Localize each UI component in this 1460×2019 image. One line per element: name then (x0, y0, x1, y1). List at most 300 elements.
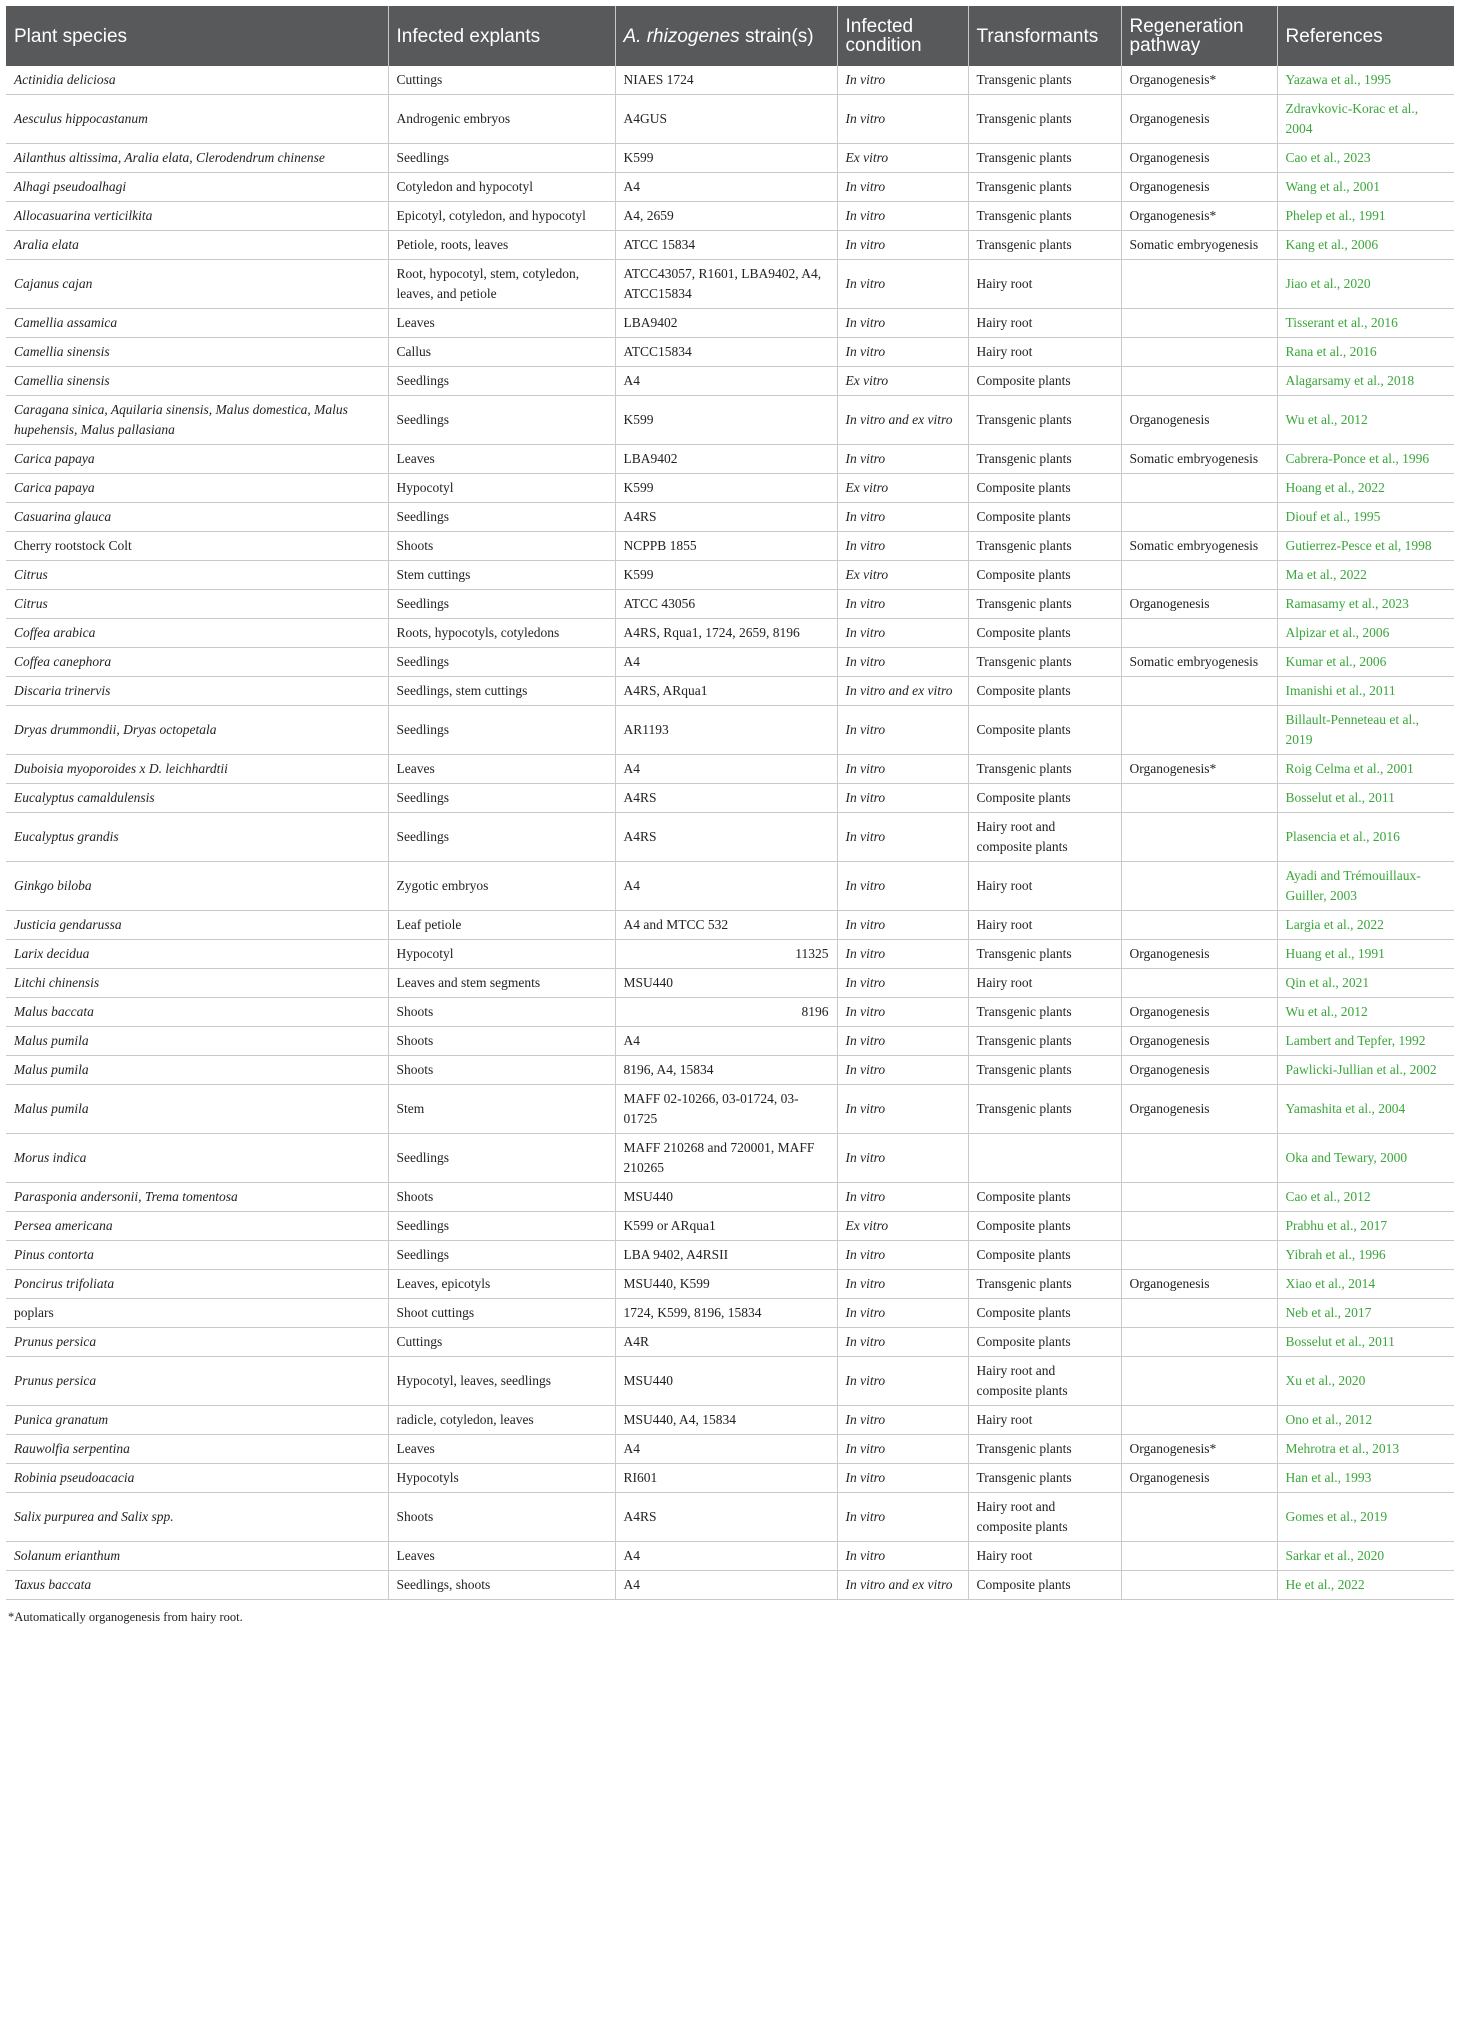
cell-strain: 1724, K599, 8196, 15834 (615, 1299, 837, 1328)
cell-reference[interactable]: Yazawa et al., 1995 (1277, 66, 1454, 95)
cell-strain: A4RS (615, 813, 837, 862)
cell-condition: In vitro (837, 648, 968, 677)
cell-explants: Stem cuttings (388, 561, 615, 590)
table-row (6, 1571, 1454, 1600)
cell-reference[interactable]: Ayadi and Trémouillaux-Guiller, 2003 (1277, 862, 1454, 911)
cell-reference[interactable]: Billault-Penneteau et al., 2019 (1277, 706, 1454, 755)
table-row (6, 590, 1454, 619)
cell-reference[interactable]: Diouf et al., 1995 (1277, 503, 1454, 532)
cell-strain: LBA9402 (615, 309, 837, 338)
cell-reference[interactable]: Xiao et al., 2014 (1277, 1270, 1454, 1299)
cell-explants: Seedlings (388, 1212, 615, 1241)
cell-strain: 8196 (615, 998, 837, 1027)
cell-explants: Shoots (388, 1493, 615, 1542)
cell-condition: In vitro (837, 619, 968, 648)
cell-transformants: Composite plants (968, 367, 1121, 396)
table-footnote: *Automatically organogenesis from hairy root. (8, 1610, 243, 1624)
table-row (6, 202, 1454, 231)
cell-transformants: Composite plants (968, 677, 1121, 706)
cell-explants: radicle, cotyledon, leaves (388, 1406, 615, 1435)
cell-species: Aesculus hippocastanum (6, 95, 388, 144)
cell-pathway (1121, 1241, 1277, 1270)
cell-transformants: Transgenic plants (968, 173, 1121, 202)
table-row (6, 1212, 1454, 1241)
cell-strain: K599 (615, 561, 837, 590)
cell-transformants: Transgenic plants (968, 998, 1121, 1027)
cell-pathway (1121, 260, 1277, 309)
cell-pathway (1121, 367, 1277, 396)
header-explants: Infected explants (388, 6, 615, 66)
cell-pathway: Organogenesis (1121, 998, 1277, 1027)
cell-strain: A4GUS (615, 95, 837, 144)
cell-condition: In vitro (837, 1056, 968, 1085)
cell-reference[interactable]: Plasencia et al., 2016 (1277, 813, 1454, 862)
cell-strain: NIAES 1724 (615, 66, 837, 95)
cell-transformants: Hairy root and composite plants (968, 1357, 1121, 1406)
table-row (6, 95, 1454, 144)
table-row (6, 1056, 1454, 1085)
table-row (6, 1183, 1454, 1212)
cell-transformants: Composite plants (968, 503, 1121, 532)
cell-species: Rauwolfia serpentina (6, 1435, 388, 1464)
table-row (6, 173, 1454, 202)
cell-condition: In vitro (837, 1183, 968, 1212)
cell-explants: Seedlings (388, 144, 615, 173)
table-container (6, 6, 1454, 1625)
cell-condition: In vitro (837, 813, 968, 862)
cell-explants: Shoots (388, 1027, 615, 1056)
cell-strain: NCPPB 1855 (615, 532, 837, 561)
cell-transformants: Transgenic plants (968, 66, 1121, 95)
cell-strain: MSU440 (615, 1357, 837, 1406)
cell-pathway (1121, 862, 1277, 911)
cell-explants: Androgenic embryos (388, 95, 615, 144)
cell-transformants: Transgenic plants (968, 202, 1121, 231)
table-row (6, 260, 1454, 309)
cell-species: poplars (6, 1299, 388, 1328)
cell-species: Camellia sinensis (6, 338, 388, 367)
header-row (6, 6, 1454, 66)
cell-reference[interactable]: Qin et al., 2021 (1277, 969, 1454, 998)
cell-pathway: Somatic embryogenesis (1121, 532, 1277, 561)
cell-pathway (1121, 1212, 1277, 1241)
cell-explants: Seedlings (388, 1241, 615, 1270)
table-row (6, 1357, 1454, 1406)
cell-pathway: Organogenesis (1121, 173, 1277, 202)
table-row (6, 503, 1454, 532)
cell-explants: Root, hypocotyl, stem, cotyledon, leaves, and petiole (388, 260, 615, 309)
cell-reference[interactable]: Wang et al., 2001 (1277, 173, 1454, 202)
cell-reference[interactable]: Ma et al., 2022 (1277, 561, 1454, 590)
cell-reference[interactable]: Mehrotra et al., 2013 (1277, 1435, 1454, 1464)
cell-transformants: Transgenic plants (968, 940, 1121, 969)
cell-strain: RI601 (615, 1464, 837, 1493)
cell-pathway: Organogenesis (1121, 1027, 1277, 1056)
cell-explants: Callus (388, 338, 615, 367)
cell-condition: In vitro (837, 1357, 968, 1406)
cell-transformants: Hairy root (968, 1406, 1121, 1435)
cell-condition: In vitro (837, 173, 968, 202)
table-row (6, 677, 1454, 706)
cell-strain: A4 (615, 1027, 837, 1056)
cell-species: Prunus persica (6, 1357, 388, 1406)
cell-condition: In vitro (837, 338, 968, 367)
cell-reference[interactable]: Bosselut et al., 2011 (1277, 1328, 1454, 1357)
table-row (6, 532, 1454, 561)
cell-strain: A4RS, ARqua1 (615, 677, 837, 706)
cell-pathway (1121, 677, 1277, 706)
table-row (6, 998, 1454, 1027)
cell-species: Taxus baccata (6, 1571, 388, 1600)
header-strain-rest: strain(s) (739, 25, 814, 47)
cell-reference[interactable]: Wu et al., 2012 (1277, 396, 1454, 445)
cell-condition: Ex vitro (837, 1212, 968, 1241)
cell-pathway (1121, 1542, 1277, 1571)
cell-explants: Seedlings (388, 706, 615, 755)
cell-explants: Shoot cuttings (388, 1299, 615, 1328)
cell-pathway (1121, 561, 1277, 590)
cell-condition: In vitro (837, 1299, 968, 1328)
cell-pathway: Organogenesis (1121, 1085, 1277, 1134)
cell-explants: Seedlings (388, 396, 615, 445)
cell-explants: Leaves (388, 755, 615, 784)
table-row (6, 940, 1454, 969)
cell-species: Citrus (6, 561, 388, 590)
cell-transformants: Hairy root (968, 911, 1121, 940)
cell-reference[interactable]: Wu et al., 2012 (1277, 998, 1454, 1027)
cell-species: Ailanthus altissima, Aralia elata, Clerodendrum chinense (6, 144, 388, 173)
cell-transformants: Composite plants (968, 1571, 1121, 1600)
cell-strain: ATCC15834 (615, 338, 837, 367)
cell-strain: A4, 2659 (615, 202, 837, 231)
cell-transformants: Transgenic plants (968, 590, 1121, 619)
cell-species: Carica papaya (6, 474, 388, 503)
cell-pathway (1121, 1183, 1277, 1212)
cell-species: Aralia elata (6, 231, 388, 260)
table-row (6, 367, 1454, 396)
cell-strain: A4 (615, 1571, 837, 1600)
cell-transformants: Hairy root (968, 862, 1121, 911)
cell-strain: ATCC 43056 (615, 590, 837, 619)
cell-pathway: Organogenesis (1121, 95, 1277, 144)
cell-explants: Leaf petiole (388, 911, 615, 940)
cell-transformants: Transgenic plants (968, 95, 1121, 144)
table-row (6, 706, 1454, 755)
cell-condition: In vitro (837, 66, 968, 95)
cell-condition: In vitro (837, 1493, 968, 1542)
cell-reference[interactable]: Gomes et al., 2019 (1277, 1493, 1454, 1542)
cell-condition: Ex vitro (837, 561, 968, 590)
cell-species: Eucalyptus camaldulensis (6, 784, 388, 813)
cell-strain: MSU440 (615, 1183, 837, 1212)
cell-strain: MAFF 210268 and 720001, MAFF 210265 (615, 1134, 837, 1183)
cell-explants: Seedlings (388, 503, 615, 532)
cell-strain: ATCC 15834 (615, 231, 837, 260)
cell-transformants: Composite plants (968, 1212, 1121, 1241)
table-row (6, 784, 1454, 813)
cell-reference[interactable]: Hoang et al., 2022 (1277, 474, 1454, 503)
cell-strain: K599 (615, 474, 837, 503)
cell-transformants: Hairy root (968, 969, 1121, 998)
cell-strain: MAFF 02-10266, 03-01724, 03-01725 (615, 1085, 837, 1134)
table-row (6, 1241, 1454, 1270)
table-row (6, 1134, 1454, 1183)
cell-reference[interactable]: Cao et al., 2012 (1277, 1183, 1454, 1212)
cell-explants: Shoots (388, 532, 615, 561)
cell-reference[interactable]: Cabrera-Ponce et al., 1996 (1277, 445, 1454, 474)
cell-explants: Epicotyl, cotyledon, and hypocotyl (388, 202, 615, 231)
cell-explants: Stem (388, 1085, 615, 1134)
cell-reference[interactable]: Tisserant et al., 2016 (1277, 309, 1454, 338)
cell-strain: MSU440, K599 (615, 1270, 837, 1299)
cell-explants: Seedlings, shoots (388, 1571, 615, 1600)
cell-explants: Shoots (388, 998, 615, 1027)
cell-explants: Shoots (388, 1183, 615, 1212)
cell-transformants: Transgenic plants (968, 1027, 1121, 1056)
cell-condition: In vitro (837, 706, 968, 755)
cell-condition: Ex vitro (837, 474, 968, 503)
cell-condition: Ex vitro (837, 144, 968, 173)
table-row (6, 1542, 1454, 1571)
cell-condition: In vitro (837, 1270, 968, 1299)
cell-pathway: Somatic embryogenesis (1121, 231, 1277, 260)
cell-pathway: Organogenesis (1121, 940, 1277, 969)
table-row (6, 66, 1454, 95)
cell-transformants: Transgenic plants (968, 144, 1121, 173)
cell-transformants: Composite plants (968, 474, 1121, 503)
cell-condition: In vitro (837, 231, 968, 260)
cell-strain: A4 (615, 1435, 837, 1464)
table-row (6, 755, 1454, 784)
cell-explants: Cuttings (388, 1328, 615, 1357)
table-row (6, 862, 1454, 911)
cell-reference[interactable]: Xu et al., 2020 (1277, 1357, 1454, 1406)
cell-pathway: Organogenesis (1121, 590, 1277, 619)
cell-reference[interactable]: Han et al., 1993 (1277, 1464, 1454, 1493)
cell-transformants: Hairy root (968, 260, 1121, 309)
cell-transformants: Hairy root and composite plants (968, 813, 1121, 862)
cell-explants: Zygotic embryos (388, 862, 615, 911)
table-row (6, 309, 1454, 338)
cell-reference[interactable]: Roig Celma et al., 2001 (1277, 755, 1454, 784)
header-pathway: Regeneration pathway (1121, 6, 1277, 66)
cell-reference[interactable]: Largia et al., 2022 (1277, 911, 1454, 940)
cell-species: Justicia gendarussa (6, 911, 388, 940)
cell-pathway (1121, 1357, 1277, 1406)
cell-transformants: Composite plants (968, 1328, 1121, 1357)
cell-explants: Leaves and stem segments (388, 969, 615, 998)
cell-explants: Leaves, epicotyls (388, 1270, 615, 1299)
cell-reference[interactable]: Prabhu et al., 2017 (1277, 1212, 1454, 1241)
cell-reference[interactable]: He et al., 2022 (1277, 1571, 1454, 1600)
cell-transformants: Transgenic plants (968, 445, 1121, 474)
cell-transformants: Composite plants (968, 1299, 1121, 1328)
cell-strain: ATCC43057, R1601, LBA9402, A4, ATCC15834 (615, 260, 837, 309)
table-row (6, 1270, 1454, 1299)
cell-species: Actinidia deliciosa (6, 66, 388, 95)
cell-species: Pinus contorta (6, 1241, 388, 1270)
cell-strain: A4R (615, 1328, 837, 1357)
cell-condition: In vitro (837, 1464, 968, 1493)
cell-pathway (1121, 813, 1277, 862)
cell-transformants: Composite plants (968, 706, 1121, 755)
cell-condition: In vitro (837, 940, 968, 969)
cell-condition: In vitro and ex vitro (837, 396, 968, 445)
cell-condition: In vitro (837, 1406, 968, 1435)
cell-condition: In vitro and ex vitro (837, 1571, 968, 1600)
cell-pathway (1121, 1299, 1277, 1328)
cell-species: Cherry rootstock Colt (6, 532, 388, 561)
table-row (6, 445, 1454, 474)
cell-condition: In vitro (837, 1328, 968, 1357)
cell-species: Malus baccata (6, 998, 388, 1027)
cell-transformants: Transgenic plants (968, 1270, 1121, 1299)
cell-reference[interactable]: Ono et al., 2012 (1277, 1406, 1454, 1435)
cell-condition: In vitro (837, 1435, 968, 1464)
cell-explants: Hypocotyl (388, 940, 615, 969)
cell-species: Ginkgo biloba (6, 862, 388, 911)
cell-species: Malus pumila (6, 1085, 388, 1134)
cell-transformants: Composite plants (968, 1241, 1121, 1270)
cell-species: Coffea canephora (6, 648, 388, 677)
cell-reference[interactable]: Rana et al., 2016 (1277, 338, 1454, 367)
cell-strain: A4 (615, 173, 837, 202)
cell-explants: Shoots (388, 1056, 615, 1085)
cell-reference[interactable]: Yibrah et al., 1996 (1277, 1241, 1454, 1270)
cell-reference[interactable]: Zdravkovic-Korac et al., 2004 (1277, 95, 1454, 144)
header-species: Plant species (6, 6, 388, 66)
cell-pathway (1121, 503, 1277, 532)
cell-reference[interactable]: Kumar et al., 2006 (1277, 648, 1454, 677)
cell-species: Robinia pseudoacacia (6, 1464, 388, 1493)
cell-reference[interactable]: Pawlicki-Jullian et al., 2002 (1277, 1056, 1454, 1085)
cell-species: Cajanus cajan (6, 260, 388, 309)
cell-explants: Seedlings (388, 813, 615, 862)
header-references: References (1277, 6, 1454, 66)
cell-explants: Roots, hypocotyls, cotyledons (388, 619, 615, 648)
cell-transformants: Hairy root (968, 338, 1121, 367)
cell-transformants: Transgenic plants (968, 231, 1121, 260)
cell-strain: LBA 9402, A4RSII (615, 1241, 837, 1270)
cell-condition: In vitro (837, 1134, 968, 1183)
cell-pathway: Organogenesis (1121, 1464, 1277, 1493)
cell-species: Prunus persica (6, 1328, 388, 1357)
cell-transformants: Composite plants (968, 784, 1121, 813)
header-condition: Infected condition (837, 6, 968, 66)
cell-explants: Hypocotyl, leaves, seedlings (388, 1357, 615, 1406)
cell-reference[interactable]: Lambert and Tepfer, 1992 (1277, 1027, 1454, 1056)
cell-strain: A4 and MTCC 532 (615, 911, 837, 940)
cell-reference[interactable]: Huang et al., 1991 (1277, 940, 1454, 969)
cell-transformants (968, 1134, 1121, 1183)
cell-pathway (1121, 969, 1277, 998)
cell-reference[interactable]: Oka and Tewary, 2000 (1277, 1134, 1454, 1183)
cell-strain: K599 (615, 144, 837, 173)
cell-explants: Cuttings (388, 66, 615, 95)
cell-reference[interactable]: Ramasamy et al., 2023 (1277, 590, 1454, 619)
cell-strain: 8196, A4, 15834 (615, 1056, 837, 1085)
cell-condition: In vitro (837, 445, 968, 474)
cell-pathway: Somatic embryogenesis (1121, 648, 1277, 677)
cell-reference[interactable]: Bosselut et al., 2011 (1277, 784, 1454, 813)
header-strain-italic: A. rhizogenes (623, 25, 740, 47)
cell-explants: Hypocotyl (388, 474, 615, 503)
cell-condition: In vitro (837, 998, 968, 1027)
table-row (6, 1435, 1454, 1464)
cell-species: Carica papaya (6, 445, 388, 474)
cell-condition: In vitro (837, 95, 968, 144)
cell-reference[interactable]: Imanishi et al., 2011 (1277, 677, 1454, 706)
cell-reference[interactable]: Alagarsamy et al., 2018 (1277, 367, 1454, 396)
cell-transformants: Hairy root (968, 309, 1121, 338)
cell-explants: Leaves (388, 1542, 615, 1571)
cell-pathway (1121, 1571, 1277, 1600)
cell-reference[interactable]: Kang et al., 2006 (1277, 231, 1454, 260)
table-row (6, 231, 1454, 260)
cell-transformants: Hairy root (968, 1542, 1121, 1571)
cell-pathway: Organogenesis* (1121, 66, 1277, 95)
table-row (6, 1493, 1454, 1542)
cell-strain: A4RS (615, 503, 837, 532)
cell-condition: In vitro (837, 590, 968, 619)
cell-condition: In vitro (837, 260, 968, 309)
cell-species: Salix purpurea and Salix spp. (6, 1493, 388, 1542)
cell-strain: A4 (615, 755, 837, 784)
cell-condition: In vitro (837, 1085, 968, 1134)
table-row (6, 474, 1454, 503)
table-row (6, 1464, 1454, 1493)
cell-reference[interactable]: Jiao et al., 2020 (1277, 260, 1454, 309)
cell-pathway (1121, 619, 1277, 648)
cell-explants: Seedlings (388, 784, 615, 813)
cell-species: Allocasuarina verticilkita (6, 202, 388, 231)
cell-transformants: Transgenic plants (968, 755, 1121, 784)
cell-reference[interactable]: Cao et al., 2023 (1277, 144, 1454, 173)
cell-species: Punica granatum (6, 1406, 388, 1435)
cell-reference[interactable]: Alpizar et al., 2006 (1277, 619, 1454, 648)
cell-strain: A4RS, Rqua1, 1724, 2659, 8196 (615, 619, 837, 648)
table-row (6, 1085, 1454, 1134)
cell-strain: K599 or ARqua1 (615, 1212, 837, 1241)
cell-reference[interactable]: Neb et al., 2017 (1277, 1299, 1454, 1328)
cell-reference[interactable]: Yamashita et al., 2004 (1277, 1085, 1454, 1134)
cell-strain: K599 (615, 396, 837, 445)
table-row (6, 561, 1454, 590)
cell-condition: In vitro (837, 911, 968, 940)
table-row (6, 396, 1454, 445)
table-row (6, 1328, 1454, 1357)
cell-transformants: Hairy root and composite plants (968, 1493, 1121, 1542)
cell-condition: Ex vitro (837, 367, 968, 396)
cell-condition: In vitro (837, 202, 968, 231)
cell-reference[interactable]: Gutierrez-Pesce et al, 1998 (1277, 532, 1454, 561)
cell-pathway: Organogenesis* (1121, 1435, 1277, 1464)
cell-reference[interactable]: Phelep et al., 1991 (1277, 202, 1454, 231)
cell-reference[interactable]: Sarkar et al., 2020 (1277, 1542, 1454, 1571)
cell-transformants: Composite plants (968, 561, 1121, 590)
cell-pathway (1121, 784, 1277, 813)
header-strain (615, 6, 837, 66)
cell-explants: Leaves (388, 445, 615, 474)
cell-species: Morus indica (6, 1134, 388, 1183)
cell-strain: A4 (615, 648, 837, 677)
cell-species: Solanum erianthum (6, 1542, 388, 1571)
cell-condition: In vitro (837, 755, 968, 784)
cell-species: Malus pumila (6, 1027, 388, 1056)
cell-strain: MSU440 (615, 969, 837, 998)
table-row (6, 648, 1454, 677)
table-row (6, 911, 1454, 940)
